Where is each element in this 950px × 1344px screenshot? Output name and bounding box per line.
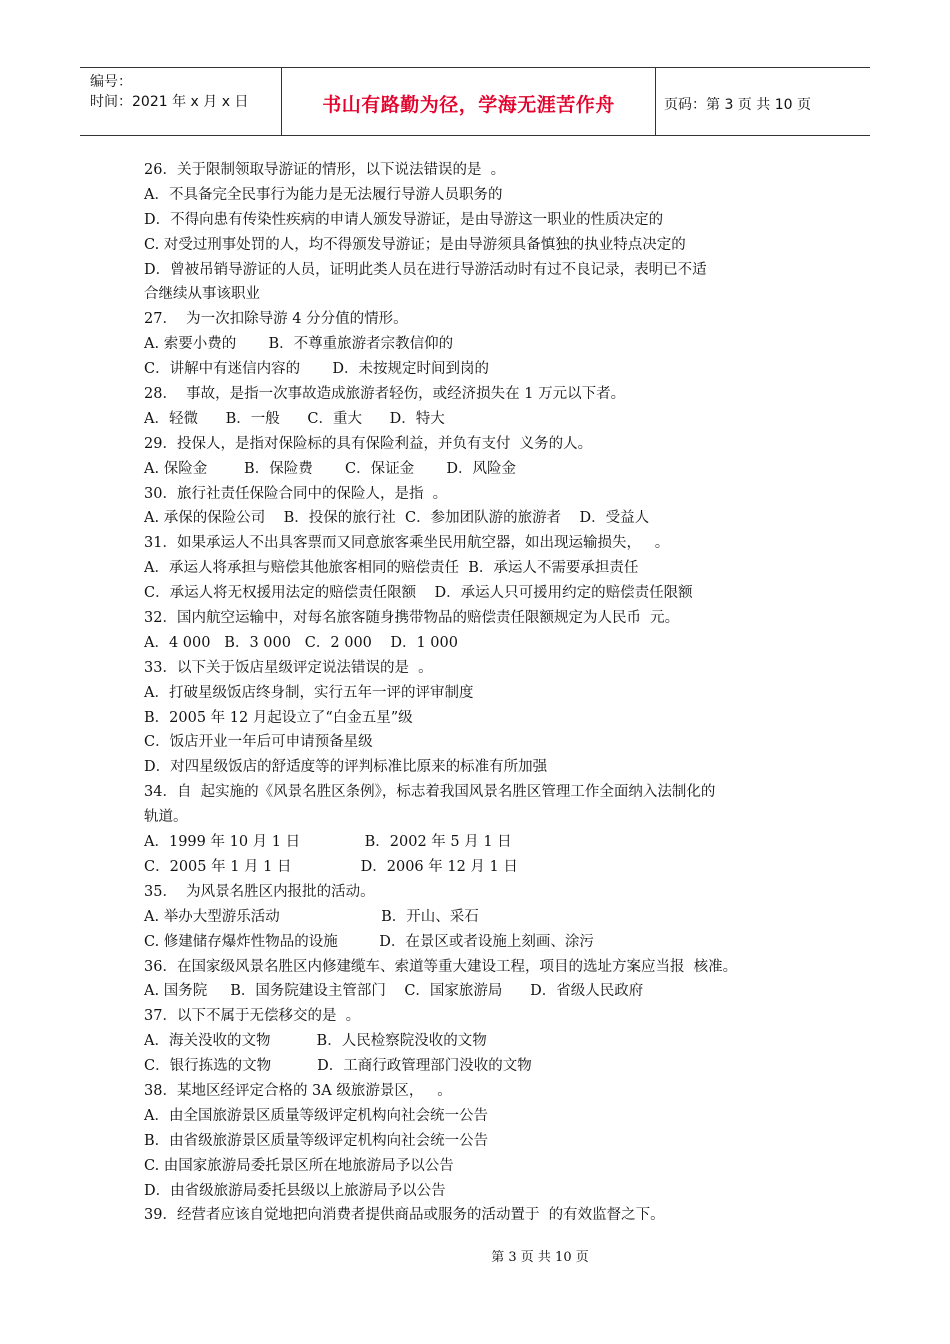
text-line: 30．旅行社责任保险合同中的保险人，是指 。 [144,485,448,502]
text-line: A．承运人将承担与赔偿其他旅客相同的赔偿责任 B．承运人不需要承担责任 [144,560,639,577]
text-line: C．承运人将无权援用法定的赔偿责任限额 D．承运人只可援用约定的赔偿责任限额 [144,585,693,602]
header-motto-cell [282,68,656,135]
text-line: B．2005 年 12 月起设立了“白金五星”级 [144,709,413,726]
text-line: A. 国务院 B．国务院建设主管部门 C．国家旅游局 D．省级人民政府 [144,983,644,1000]
text-line: A．由全国旅游景区质量等级评定机构向社会统一公告 [144,1107,488,1124]
header-meta [80,68,282,135]
text-line: 38．某地区经评定合格的 3A 级旅游景区， 。 [144,1082,452,1099]
text-line: D．曾被吊销导游证的人员，证明此类人员在进行导游活动时有过不良记录，表明已不适 [144,261,707,278]
header-page-number: 页码：第 3 页 共 10 页 [664,96,811,113]
document-date-label: 时间：2021 年 x 月 x 日 [90,94,249,110]
text-line: A．打破星级饭店终身制，实行五年一评的评审制度 [144,684,474,701]
text-line: 34．自 起实施的《风景名胜区条例》，标志着我国风景名胜区管理工作全面纳入法制化的 [144,784,716,801]
text-line: 合继续从事该职业 [144,286,260,303]
text-line: A．1999 年 10 月 1 日 B．2002 年 5 月 1 日 [144,834,512,851]
page-footer [0,1246,950,1265]
text-line: D．由省级旅游局委托县级以上旅游局予以公告 [144,1182,446,1199]
text-line: A．海关没收的文物 B．人民检察院没收的文物 [144,1033,487,1050]
text-line: 29．投保人，是指对保险标的具有保险利益，并负有支付 义务的人。 [144,435,593,452]
text-line: 32．国内航空运输中，对每名旅客随身携带物品的赔偿责任限额规定为人民币 元。 [144,610,680,627]
text-line: A．4 000 B．3 000 C．2 000 D．1 000 [144,634,458,651]
text-line: 轨道。 [144,809,188,826]
text-line: 26．关于限制领取导游证的情形，以下说法错误的是 。 [144,162,506,178]
text-line: C. 修建储存爆炸性物品的设施 D．在景区或者设施上刻画、涂污 [144,933,594,950]
text-line: C. 对受过刑事处罚的人，均不得颁发导游证；是由导游须具备慎独的执业特点决定的 [144,236,686,253]
text-line: C. 由国家旅游局委托景区所在地旅游局予以公告 [144,1157,454,1174]
text-line: 35． 为风景名胜区内报批的活动。 [144,883,375,900]
question-body [144,158,820,1228]
header-page-cell [656,68,870,135]
text-line: C．饭店开业一年后可申请预备星级 [144,734,373,751]
text-line: A．不具备完全民事行为能力是无法履行导游人员职务的 [144,186,503,203]
text-line: 33．以下关于饭店星级评定说法错误的是 。 [144,659,433,676]
text-line: 37．以下不属于无偿移交的是 。 [144,1008,361,1025]
text-line: 27． 为一次扣除导游 4 分分值的情形。 [144,311,408,328]
document-number-label: 编号： [90,74,132,90]
header-motto: 书山有路勤为径，学海无涯苦作舟 [322,94,615,116]
text-line: C．2005 年 1 月 1 日 D．2006 年 12 月 1 日 [144,858,518,875]
text-line: A．轻微 B．一般 C．重大 D．特大 [144,410,445,427]
text-line: A. 承保的保险公司 B．投保的旅行社 C．参加团队游的旅游者 D．受益人 [144,510,650,527]
page-header [80,67,870,136]
text-line: B．由省级旅游景区质量等级评定机构向社会统一公告 [144,1132,489,1149]
footer-page-number: 第 3 页 共 10 页 [491,1250,589,1265]
text-line: 31．如果承运人不出具客票而又同意旅客乘坐民用航空器，如出现运输损失， 。 [144,535,670,552]
text-line: C．银行拣选的文物 D．工商行政管理部门没收的文物 [144,1058,532,1075]
text-line: C．讲解中有迷信内容的 D．未按规定时间到岗的 [144,361,489,378]
text-line: 36．在国家级风景名胜区内修建缆车、索道等重大建设工程，项目的选址方案应当报 核准。 [144,958,738,975]
text-line: D．对四星级饭店的舒适度等的评判标准比原来的标准有所加强 [144,759,548,776]
text-line: D．不得向患有传染性疾病的申请人颁发导游证，是由导游这一职业的性质决定的 [144,211,664,228]
text-line: A. 索要小费的 B．不尊重旅游者宗教信仰的 [144,336,454,353]
text-line: 39．经营者应该自觉地把向消费者提供商品或服务的活动置于 的有效监督之下。 [144,1207,665,1224]
text-line: A. 保险金 B．保险费 C．保证金 D．风险金 [144,460,516,477]
text-line: A. 举办大型游乐活动 B．开山、采石 [144,908,479,925]
text-line: 28． 事故，是指一次事故造成旅游者轻伤，或经济损失在 1 万元以下者。 [144,386,626,403]
